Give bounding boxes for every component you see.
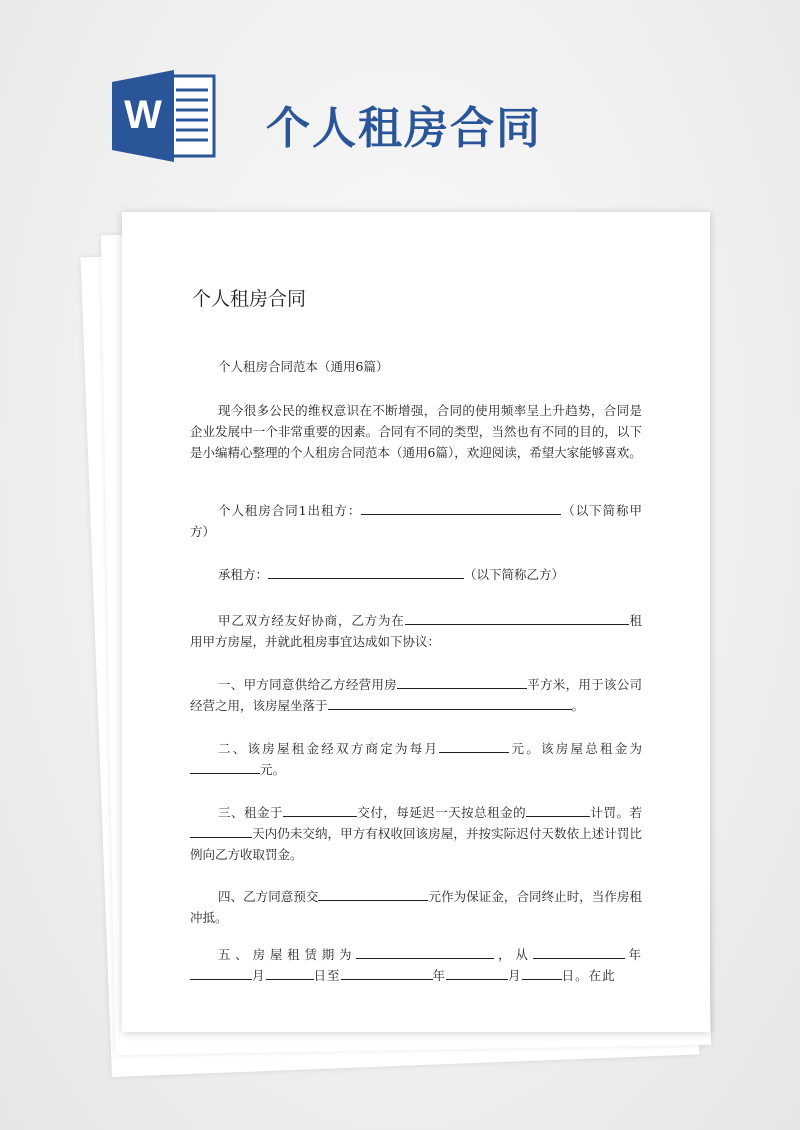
landlord-blank — [361, 500, 561, 515]
header-title: 个人租房合同 — [266, 103, 542, 154]
agreement-paragraph: 甲乙双方经友好协商，乙方为在 租用甲方房屋，并就此租房事宜达成如下协议： — [190, 610, 642, 652]
clause-5: 五、房屋租赁期为 ，从 年月 日至 年 月 日。在此 — [190, 944, 642, 986]
clause-4: 四、乙方同意预交 元作为保证金，合同终止时，当作房租冲抵。 — [190, 886, 642, 928]
tenant-blank — [268, 564, 464, 579]
lease-term-blank — [356, 944, 494, 959]
document-page — [122, 212, 710, 1032]
end-month-blank — [446, 965, 508, 980]
word-document-icon — [112, 70, 216, 162]
document-subtitle: 个人租房合同范本（通用6篇） — [218, 359, 389, 374]
end-day-blank — [522, 965, 562, 980]
monthly-rent-blank — [439, 738, 509, 753]
start-year-blank — [533, 944, 625, 959]
location-blank — [405, 610, 629, 625]
payment-date-blank — [283, 802, 357, 817]
document-title: 个人租房合同 — [192, 288, 307, 310]
clause-3: 三、租金于 交付，每延迟一天按总租金的 计罚。若天内仍未交纳，甲方有权收回该房屋，并按实际迟付天数依上述计罚比例向乙方收取罚金。 — [190, 802, 642, 865]
landlord-paragraph: 个人租房合同1出租方： （以下简称甲方） — [190, 500, 642, 542]
deposit-blank — [318, 886, 428, 901]
days-blank — [190, 823, 252, 838]
end-year-blank — [341, 965, 433, 980]
tenant-paragraph: 承租方： （以下简称乙方） — [190, 564, 642, 585]
penalty-rate-blank — [526, 802, 590, 817]
clause-2: 二、该房屋租金经双方商定为每月 元。该房屋总租金为元。 — [190, 738, 642, 780]
total-rent-blank — [190, 759, 260, 774]
area-blank — [397, 674, 527, 689]
start-month-blank — [190, 965, 252, 980]
intro-paragraph: 现今很多公民的维权意识在不断增强，合同的使用频率呈上升趋势，合同是企业发展中一个非常重要的因素。合同有不同的类型，当然也有不同的目的，以下是小编精心整理的个人租房合同范本（通用6篇），欢迎阅读，希望大家能够喜欢。 — [190, 403, 642, 460]
start-day-blank — [266, 965, 314, 980]
address-blank — [328, 695, 572, 710]
clause-1: 一、甲方同意供给乙方经营用房 平方米，用于该公司经营之用，该房屋坐落于 。 — [190, 674, 642, 716]
svg-text:W: W — [124, 93, 162, 137]
